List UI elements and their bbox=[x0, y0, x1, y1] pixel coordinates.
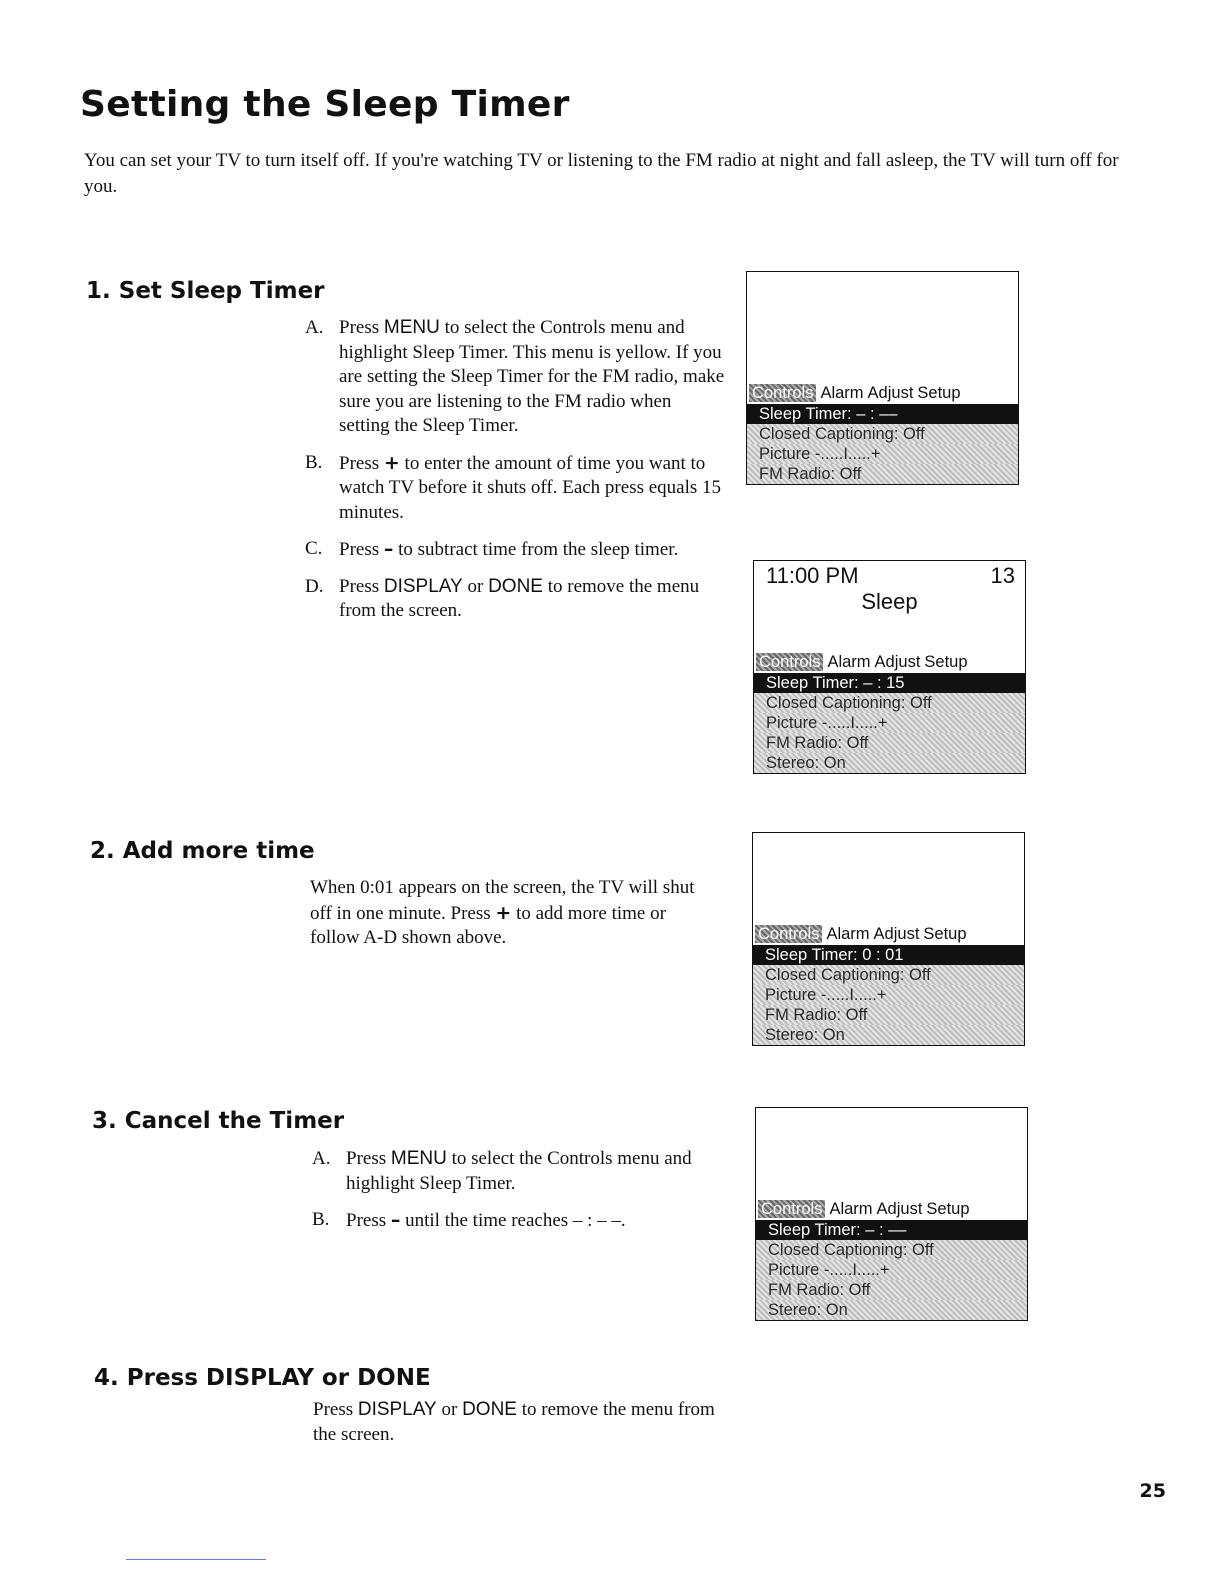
tv-screen-sleep-timer-001 bbox=[752, 832, 1025, 1046]
step-a: A. Press MENU to select the Controls menu and highlight Sleep Timer. This menu is yellow. If you are setting the Sleep Timer for the FM radio, make sure you are listening to the FM radio when setting the Sleep Timer. bbox=[305, 317, 725, 436]
menu-row-closed-captioning: Closed Captioning: Off bbox=[754, 693, 1025, 713]
tv-screen-sleep-timer-15 bbox=[753, 560, 1026, 774]
menu-row-closed-captioning: Closed Captioning: Off bbox=[753, 965, 1024, 985]
cancel-step-b: B. Press – until the time reaches – : – –. bbox=[312, 1209, 626, 1231]
menu-row-sleep-timer: Sleep Timer: – : –– bbox=[747, 404, 1018, 424]
menu-tab-controls: Controls bbox=[749, 384, 816, 402]
menu-row-stereo: Stereo: On bbox=[753, 1025, 1024, 1045]
menu-tab-setup: Setup bbox=[926, 1200, 970, 1218]
step-b: B. Press + to enter the amount of time you want to watch TV before it shuts off. Each press equals 15 minutes. bbox=[305, 451, 722, 523]
menu-row-picture: Picture -.....I.....+ bbox=[756, 1260, 1027, 1280]
menu-row-fm-radio: FM Radio: Off bbox=[756, 1280, 1027, 1300]
menu-row-fm-radio: FM Radio: Off bbox=[754, 733, 1025, 753]
menu-tab-controls: Controls bbox=[756, 653, 823, 671]
menu-bar bbox=[753, 924, 1024, 945]
menu-tab-setup: Setup bbox=[924, 653, 968, 671]
page-number: 25 bbox=[1139, 1480, 1166, 1502]
section-heading-add-more-time: 2. Add more time bbox=[90, 838, 315, 864]
intro-paragraph: You can set your TV to turn itself off. If you're watching TV or listening to the FM radio at night and fall asleep, the TV will turn off for you. bbox=[84, 150, 1119, 197]
step-c: C. Press – to subtract time from the sleep timer. bbox=[305, 538, 679, 560]
press-display-text: Press DISPLAY or DONE to remove the menu from the screen. bbox=[313, 1399, 715, 1445]
add-more-time-text: When 0:01 appears on the screen, the TV will shut off in one minute. Press + to add more time or follow A-D shown above. bbox=[310, 877, 695, 948]
menu-tab-setup: Setup bbox=[917, 384, 961, 402]
cancel-timer-steps bbox=[312, 1147, 732, 1246]
menu-row-closed-captioning: Closed Captioning: Off bbox=[756, 1240, 1027, 1260]
section-heading-set-sleep-timer: 1. Set Sleep Timer bbox=[86, 278, 325, 304]
controls-menu bbox=[754, 652, 1025, 773]
footer-rule bbox=[126, 1559, 266, 1560]
menu-tab-adjust: Adjust bbox=[874, 653, 921, 671]
menu-tab-alarm: Alarm bbox=[826, 925, 870, 943]
menu-tab-adjust: Adjust bbox=[876, 1200, 923, 1218]
menu-row-picture: Picture -.....I.....+ bbox=[753, 985, 1024, 1005]
menu-row-picture: Picture -.....I.....+ bbox=[747, 444, 1018, 464]
menu-row-sleep-timer: Sleep Timer: – : –– bbox=[756, 1220, 1027, 1240]
step-d: D. Press DISPLAY or DONE to remove the menu from the screen. bbox=[305, 575, 700, 621]
menu-row-sleep-timer: Sleep Timer: – : 15 bbox=[754, 673, 1025, 693]
menu-tab-alarm: Alarm bbox=[820, 384, 864, 402]
set-sleep-timer-steps bbox=[305, 316, 725, 636]
controls-menu bbox=[756, 1199, 1027, 1320]
menu-tab-alarm: Alarm bbox=[829, 1200, 873, 1218]
controls-menu bbox=[747, 383, 1018, 484]
clock-readout: 11:00 PM bbox=[766, 563, 859, 588]
sleep-indicator: Sleep bbox=[861, 589, 918, 614]
menu-tab-setup: Setup bbox=[923, 925, 967, 943]
channel-number: 13 bbox=[990, 563, 1015, 588]
cancel-step-a: A. Press MENU to select the Controls menu and highlight Sleep Timer. bbox=[312, 1148, 692, 1194]
section-heading-cancel-the-timer: 3. Cancel the Timer bbox=[92, 1108, 345, 1134]
menu-row-fm-radio: FM Radio: Off bbox=[753, 1005, 1024, 1025]
menu-tab-alarm: Alarm bbox=[827, 653, 871, 671]
tv-screen-sleep-timer-off bbox=[746, 271, 1019, 485]
menu-tab-controls: Controls bbox=[755, 925, 822, 943]
menu-row-stereo: Stereo: On bbox=[754, 753, 1025, 773]
status-display bbox=[754, 561, 1025, 643]
menu-row-closed-captioning: Closed Captioning: Off bbox=[747, 424, 1018, 444]
menu-row-fm-radio: FM Radio: Off bbox=[747, 464, 1018, 484]
menu-tab-adjust: Adjust bbox=[867, 384, 914, 402]
page-title: Setting the Sleep Timer bbox=[80, 84, 570, 125]
menu-bar bbox=[747, 383, 1018, 404]
menu-row-stereo: Stereo: On bbox=[756, 1300, 1027, 1320]
menu-row-sleep-timer: Sleep Timer: 0 : 01 bbox=[753, 945, 1024, 965]
controls-menu bbox=[753, 924, 1024, 1045]
menu-bar bbox=[756, 1199, 1027, 1220]
menu-bar bbox=[754, 652, 1025, 673]
tv-screen-sleep-timer-cancelled bbox=[755, 1107, 1028, 1321]
section-heading-press-display-or-done: 4. Press DISPLAY or DONE bbox=[94, 1365, 431, 1391]
menu-tab-controls: Controls bbox=[758, 1200, 825, 1218]
menu-row-picture: Picture -.....I.....+ bbox=[754, 713, 1025, 733]
menu-tab-adjust: Adjust bbox=[873, 925, 920, 943]
